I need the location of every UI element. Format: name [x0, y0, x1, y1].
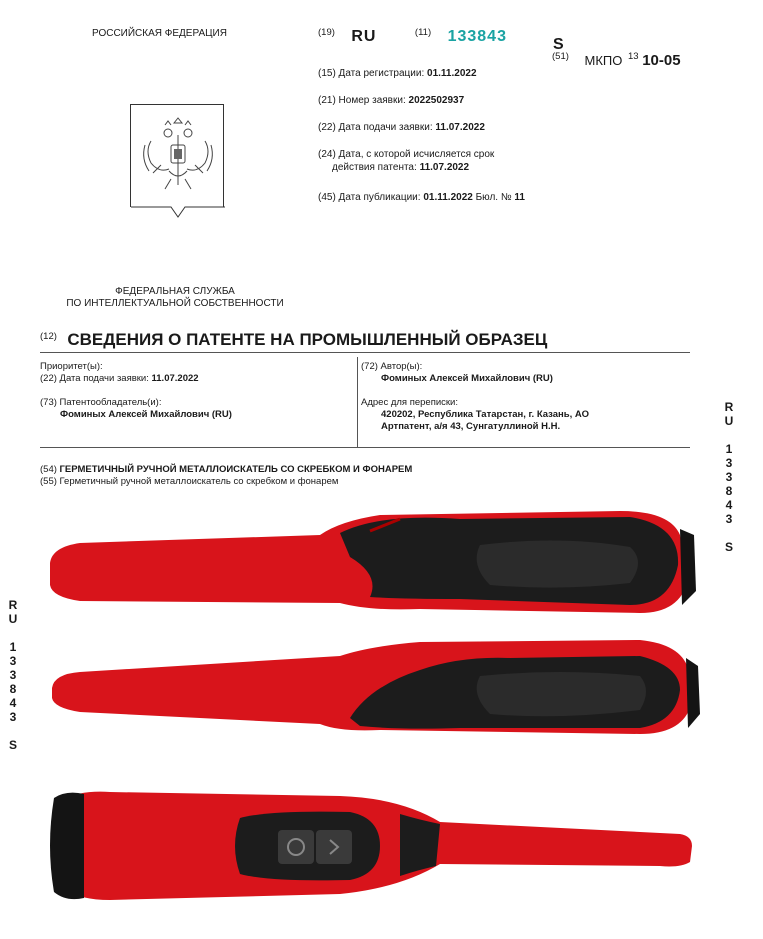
registration-date: (15) Дата регистрации: 01.11.2022 [318, 68, 477, 79]
country-code: RU [351, 28, 377, 45]
agency-line-1: ФЕДЕРАЛЬНАЯ СЛУЖБА [115, 286, 235, 297]
column-bottom-rule [40, 447, 690, 448]
application-number: (21) Номер заявки: 2022502937 [318, 95, 465, 106]
device-view-side [40, 505, 700, 620]
column-divider [357, 357, 358, 447]
side-number-right: RU 133843 S [722, 400, 736, 554]
side-number-left: RU 133843 S [6, 598, 20, 752]
mkpo-edition: 13 [628, 51, 639, 62]
device-view-top [40, 770, 700, 910]
design-name: (54) ГЕРМЕТИЧНЫЙ РУЧНОЙ МЕТАЛЛОИСКАТЕЛЬ СО СКРЕБКОМ И ФОНАРЕМ [40, 464, 413, 475]
code-19: (19) [318, 27, 335, 38]
title-rule [40, 352, 690, 353]
patent-number: 133843 [447, 28, 507, 45]
country-name: РОССИЙСКАЯ ФЕДЕРАЦИЯ [92, 28, 227, 39]
author-block: (72) Автор(ы): Фоминых Алексей Михайлович (RU) [361, 361, 553, 384]
agency-name [40, 286, 310, 310]
address-block: Адрес для переписки: 420202, Республика Татарстан, г. Казань, АО Артпатент, а/я 43, Сунгатуллиной Н.Н. [361, 397, 590, 432]
document-title [40, 330, 690, 350]
title-text: СВЕДЕНИЯ О ПАТЕНТЕ НА ПРОМЫШЛЕННЫЙ ОБРАЗЕЦ [67, 330, 548, 349]
mkpo-class: 10-05 [642, 52, 681, 69]
code-51: (51) [552, 51, 569, 62]
document-codes [318, 28, 507, 46]
agency-line-2: ПО ИНТЕЛЛЕКТУАЛЬНОЙ СОБСТВЕННОСТИ [66, 298, 284, 309]
holder-block: (73) Патентообладатель(и): Фоминых Алексей Михайлович (RU) [40, 397, 232, 420]
publication-date: (45) Дата публикации: 01.11.2022 Бюл. № 11 [318, 192, 525, 203]
device-view-side-2 [40, 628, 700, 743]
design-description: (55) Герметичный ручной металлоискатель со скребком и фонарем [40, 476, 339, 487]
coat-of-arms-emblem [130, 104, 224, 207]
code-12: (12) [40, 331, 57, 342]
filing-date: (22) Дата подачи заявки: 11.07.2022 [318, 122, 485, 133]
mkpo-classification [552, 52, 681, 69]
mkpo-label: МКПО [584, 53, 623, 68]
priority-block: Приоритет(ы): (22) Дата подачи заявки: 11.07.2022 [40, 361, 199, 384]
kind-code: S [553, 36, 564, 53]
code-11: (11) [414, 27, 432, 38]
term-start-date: (24) Дата, с которой исчисляется срок действия патента: 11.07.2022 [318, 149, 495, 173]
